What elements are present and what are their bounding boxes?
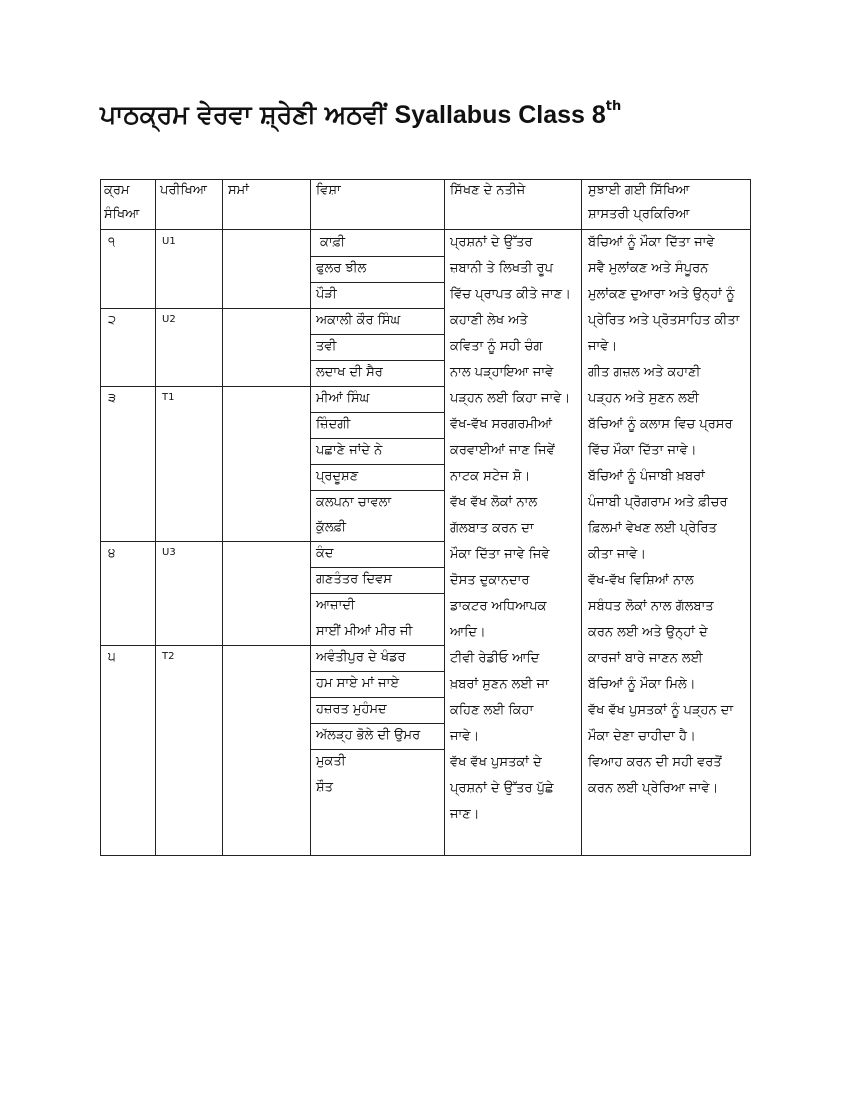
topic: ਮੀਆਂ ਸਿੰਘ: [316, 391, 370, 406]
header-process-line2: ਸ਼ਾਸਤਰੀ ਪ੍ਰਕਿਰਿਆ: [588, 207, 690, 222]
serial-2: ੨: [108, 313, 117, 328]
process-line: ਕਰਨ ਲਈ ਅਤੇ ਉਨ੍ਹਾਂ ਦੇ: [588, 625, 708, 640]
process-line: ਕਾਰਜਾਂ ਬਾਰੇ ਜਾਣਨ ਲਈ: [588, 651, 703, 666]
serial-3: ੩: [108, 391, 117, 406]
page-title: [100, 100, 621, 130]
outcome-line: ਵਿੱਚ ਪ੍ਰਾਪਤ ਕੀਤੇ ਜਾਣ।: [450, 287, 571, 302]
outcome-line: ਟੀਵੀ ਰੇਡੀਓ ਆਦਿ: [450, 651, 540, 666]
exam-1: U1: [162, 236, 176, 247]
outcome-line: ਮੌਕਾ ਦਿੱਤਾ ਜਾਵੇ ਜਿਵੇ: [450, 547, 550, 562]
process-line: ਬੱਚਿਆਂ ਨੂੰ ਮੌਕਾ ਦਿੱਤਾ ਜਾਵੇ: [588, 235, 715, 250]
outcome-line: ਵੱਖ ਵੱਖ ਪੁਸਤਕਾਂ ਦੇ: [450, 755, 542, 770]
topic: ਪਛਾਣੇ ਜਾਂਦੇ ਨੇ: [316, 443, 383, 458]
topic: ਜ਼ਿੰਦਗੀ: [316, 417, 351, 432]
process-line: ਪ੍ਰੇਰਿਤ ਅਤੇ ਪ੍ਰੋਤਸਾਹਿਤ ਕੀਤਾ: [588, 313, 740, 328]
topic: ਆਜ਼ਾਦੀ: [316, 598, 355, 613]
topic: ਕੰਦ: [316, 546, 334, 561]
topic: ਅਵੰਤੀਪੁਰ ਦੇ ਖੰਡਰ: [316, 650, 406, 665]
topic: ਕੁੱਲਫ਼ੀ: [316, 520, 347, 535]
header-process: ਸੁਝਾਈ ਗਈ ਸਿੱਖਿਆ: [588, 183, 690, 198]
process-line: ਫ਼ਿਲਮਾਂ ਵੇਖਣ ਲਈ ਪ੍ਰੇਰਿਤ: [588, 521, 717, 536]
serial-4: ੪: [108, 546, 116, 561]
process-line: ਮੁਲਾਂਕਣ ਦੁਆਰਾ ਅਤੇ ਉਨ੍ਹਾਂ ਨੂੰ: [588, 287, 735, 302]
header-serial-line2: ਸੰਖਿਆ: [104, 207, 140, 222]
topic: ਕਾਫ਼ੀ: [320, 235, 346, 250]
outcome-line: ਕਵਿਤਾ ਨੂੰ ਸਹੀ ਚੰਗ: [450, 339, 543, 354]
topic: ਹਜ਼ਰਤ ਮੁਹੰਮਦ: [316, 702, 387, 717]
outcome-line: ਨਾਲ ਪੜ੍ਹਾਇਆ ਜਾਵੇ: [450, 365, 554, 380]
outcome-line: ਵੱਖ-ਵੱਖ ਸਰਗਰਮੀਆਂ: [450, 417, 553, 432]
process-line: ਵਿਆਹ ਕਰਨ ਦੀ ਸਹੀ ਵਰਤੋਂ: [588, 755, 722, 770]
exam-4: U3: [162, 547, 176, 558]
process-line: ਵਿੱਚ ਮੌਕਾ ਦਿੱਤਾ ਜਾਵੇ।: [588, 443, 697, 458]
topic: ਕਲਪਨਾ ਚਾਵਲਾ: [316, 495, 392, 510]
outcome-line: ਜ਼ਬਾਨੀ ਤੇ ਲਿਖਤੀ ਰੂਪ: [450, 261, 553, 276]
outcome-line: ਵੱਖ ਵੱਖ ਲੋਕਾਂ ਨਾਲ: [450, 495, 538, 510]
process-line: ਸਵੈ ਮੁਲਾਂਕਣ ਅਤੇ ਸੰਪੂਰਨ: [588, 261, 709, 276]
topic: ਸਾਈਂ ਮੀਆਂ ਮੀਰ ਜੀ: [316, 624, 413, 639]
serial-1: ੧: [108, 235, 116, 250]
outcome-line: ਜਾਵੇ।: [450, 729, 480, 744]
header-exam: ਪਰੀਖਿਆ: [160, 183, 207, 198]
process-line: ਗੀਤ ਗਜ਼ਲ ਅਤੇ ਕਹਾਣੀ: [588, 365, 701, 380]
outcome-line: ਪ੍ਰਸ਼ਨਾਂ ਦੇ ਉੱਤਰ: [450, 235, 533, 250]
exam-3: T1: [162, 392, 175, 403]
outcome-line: ਨਾਟਕ ਸਟੇਜ ਸ਼ੋ।: [450, 469, 531, 484]
process-line: ਪੜ੍ਹਨ ਅਤੇ ਸੁਣਨ ਲਈ: [588, 391, 699, 406]
topic: ਮੁਕਤੀ: [316, 754, 346, 769]
outcome-line: ਕਹਾਣੀ ਲੇਖ ਅਤੇ: [450, 313, 528, 328]
outcome-line: ਗੱਲਬਾਤ ਕਰਨ ਦਾ: [450, 521, 534, 536]
outcome-line: ਕਹਿਣ ਲਈ ਕਿਹਾ: [450, 703, 534, 718]
page-title-superscript: th: [605, 98, 622, 114]
header-outcomes: ਸਿੱਖਣ ਦੇ ਨਤੀਜੇ: [450, 183, 526, 198]
process-line: ਮੌਕਾ ਦੇਣਾ ਚਾਹੀਦਾ ਹੈ।: [588, 729, 696, 744]
serial-5: ੫: [108, 650, 116, 665]
header-serial: ਕ੍ਰਮ: [104, 183, 130, 198]
outcome-line: ਕਰਵਾਈਆਂ ਜਾਣ ਜਿਵੇਂ: [450, 443, 555, 458]
outcome-line: ਜਾਣ।: [450, 807, 480, 822]
topic: ਅਕਾਲੀ ਕੌਰ ਸਿੰਘ: [316, 313, 401, 328]
page-title-english: Syallabus Class 8: [394, 101, 606, 129]
topic: ਪੌੜੀ: [316, 287, 337, 302]
topic: ਲਦਾਖ ਦੀ ਸੈਰ: [316, 365, 383, 380]
topic: ਗਣਤੰਤਰ ਦਿਵਸ: [316, 572, 392, 587]
header-time: ਸਮਾਂ: [228, 183, 249, 198]
process-line: ਕੀਤਾ ਜਾਵੇ।: [588, 547, 647, 562]
topic: ਤਵੀ: [316, 339, 337, 354]
topic: ਫੁਲਰ ਝੀਲ: [316, 261, 367, 276]
process-line: ਸਬੰਧਤ ਲੋਕਾਂ ਨਾਲ ਗੱਲਬਾਤ: [588, 599, 714, 614]
exam-5: T2: [162, 651, 175, 662]
outcome-line: ਪ੍ਰਸ਼ਨਾਂ ਦੇ ਉੱਤਰ ਪੁੱਛੇ: [450, 781, 554, 796]
process-line: ਵੱਖ ਵੱਖ ਪੁਸਤਕਾਂ ਨੂੰ ਪੜ੍ਹਨ ਦਾ: [588, 703, 734, 718]
topic: ਹਮ ਸਾਏ ਮਾਂ ਜਾਏ: [316, 676, 400, 691]
process-line: ਬੱਚਿਆਂ ਨੂੰ ਕਲਾਸ ਵਿਚ ਪ੍ਰਸਰ: [588, 417, 733, 432]
outcome-line: ਡਾਕਟਰ ਅਧਿਆਪਕ: [450, 599, 547, 614]
outcome-line: ਆਦਿ।: [450, 625, 486, 640]
topic: ਸ਼ੌਤ: [316, 780, 333, 795]
process-line: ਬੱਚਿਆਂ ਨੂੰ ਮੌਕਾ ਮਿਲੇ।: [588, 677, 696, 692]
process-line: ਪੰਜਾਬੀ ਪ੍ਰੋਗਰਾਮ ਅਤੇ ਫ਼ੀਚਰ: [588, 495, 728, 510]
header-subject: ਵਿਸ਼ਾ: [316, 183, 341, 198]
process-line: ਵੱਖ-ਵੱਖ ਵਿਸ਼ਿਆਂ ਨਾਲ: [588, 573, 694, 588]
process-line: ਜਾਵੇ।: [588, 339, 618, 354]
topic: ਪ੍ਰਦੂਸ਼ਣ: [316, 469, 359, 484]
outcome-line: ਪੜ੍ਹਨ ਲਈ ਕਿਹਾ ਜਾਵੇ।: [450, 391, 571, 406]
process-line: ਕਰਨ ਲਈ ਪ੍ਰੇਰਿਆ ਜਾਵੇ।: [588, 781, 719, 796]
page-title-punjabi: ਪਾਠਕ੍ਰਮ ਵੇਰਵਾ ਸ਼੍ਰੇਣੀ ਅਠਵੀਂ: [100, 100, 386, 129]
topic: ਅੱਲੜ੍ਹ ਭੋਲੇ ਦੀ ਉਮਰ: [316, 728, 421, 743]
process-line: ਬੱਚਿਆਂ ਨੂੰ ਪੰਜਾਬੀ ਖ਼ਬਰਾਂ: [588, 469, 705, 484]
exam-2: U2: [162, 314, 176, 325]
outcome-line: ਦੋਸਤ ਦੁਕਾਨਦਾਰ: [450, 573, 530, 588]
outcome-line: ਖ਼ਬਰਾਂ ਸੁਣਨ ਲਈ ਜਾ: [450, 677, 549, 692]
